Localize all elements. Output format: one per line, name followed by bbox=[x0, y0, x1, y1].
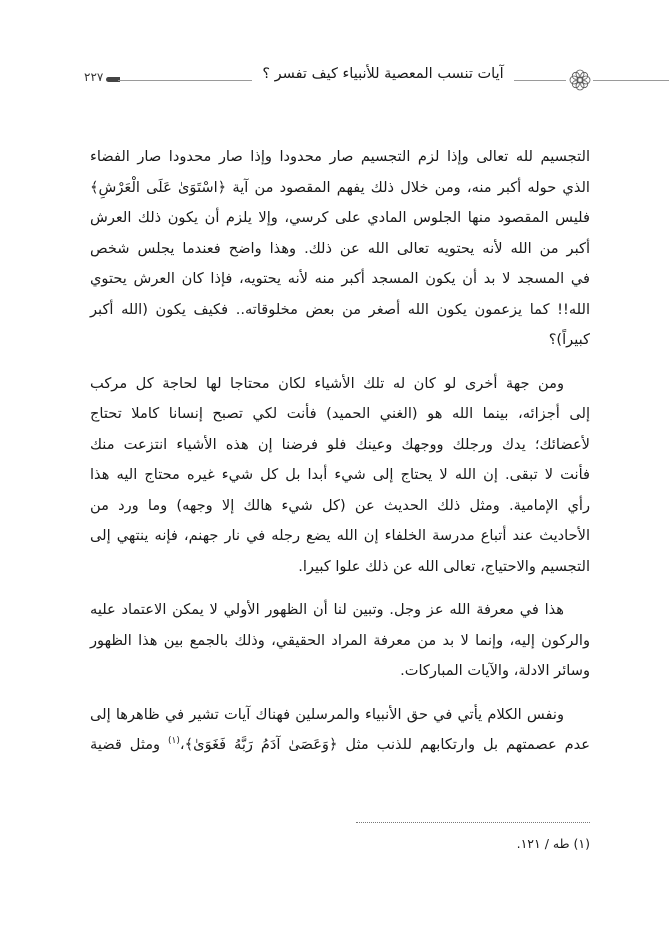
text-line: هذا في معرفة الله عز وجل. وتبين لنا أن الظهور الأولي لا يمكن الاعتماد عليه bbox=[90, 601, 564, 618]
text-line: الذي حوله أكبر منه، ومن خلال ذلك يفهم المقصود من آية ﴿اسْتَوَىٰ عَلَى الْعَرْشِ﴾ bbox=[90, 178, 590, 196]
text-segment: عدم عصمتهم بل وارتكابهم للذنب مثل ﴿وَعَصَىٰ آدَمُ رَبَّهُ فَغَوَىٰ﴾، bbox=[179, 736, 590, 753]
text-line: الأحاديث عند أتباع مدرسة الخلفاء إن الله يضع رجله في نار جهنم، فإنه ينتهي إلى bbox=[90, 527, 590, 544]
page-number: ٢٢٧ bbox=[84, 70, 104, 84]
paragraph bbox=[90, 142, 590, 356]
text-line: كبيراً)؟ bbox=[548, 331, 590, 348]
text-line: فأنت لا تبقى. إن الله لا يحتاج إلى شيء أبدا بل كل شيء غيره محتاج اليه هذا bbox=[90, 466, 590, 483]
text-line: الله!! كما يزعمون يكون الله أصغر من بعض مخلوقاته.. فكيف يكون (الله أكبر bbox=[90, 300, 590, 318]
text-line: رأي الإمامية. ومثل ذلك الحديث عن (كل شيء هالك إلا وجهه) وما ورد من bbox=[90, 496, 590, 514]
paragraph bbox=[90, 369, 590, 583]
header-rule-left bbox=[118, 80, 252, 81]
running-title: آيات تنسب المعصية للأنبياء كيف تفسر ؟ bbox=[262, 66, 504, 82]
text-line: وسائر الادلة، والآيات المباركات. bbox=[400, 662, 590, 679]
header-rule-middle bbox=[514, 80, 566, 81]
text-line: والركون إليه، وإنما لا بد من معرفة المراد الحقيقي، وذلك بالجمع بين هذا الظهور bbox=[90, 631, 590, 649]
text-line: التجسيم لله تعالى وإذا لزم التجسيم صار محدودا وإذا صار محدودا صار الفضاء bbox=[90, 148, 590, 165]
text-line: ونفس الكلام يأتي في حق الأنبياء والمرسلين فهناك آيات تشير في ظاهرها إلى bbox=[90, 705, 564, 723]
header-rule-right bbox=[593, 80, 669, 81]
text-line: فليس المقصود منها الجلوس المادي على كرسي، وإلا يلزم أن يكون ذلك العرش bbox=[90, 209, 590, 226]
text-line: التجسيم والاحتياج، تعالى الله عن ذلك علوا كبيرا. bbox=[298, 557, 590, 575]
text-line: ومن جهة أخرى لو كان له تلك الأشياء لكان محتاجا لها لحاجة كل مركب bbox=[90, 374, 564, 392]
paragraph bbox=[90, 595, 590, 687]
page-body bbox=[90, 142, 590, 774]
text-segment: ومثل قضية bbox=[90, 736, 169, 753]
footnote-divider bbox=[356, 822, 590, 823]
text-line: أكبر من الله لأنه يحتويه تعالى الله عن ذلك. وهذا واضح فعندما يجلس شخص bbox=[90, 239, 590, 257]
footnote: (١) طه / ١٢١. bbox=[516, 836, 590, 851]
text-line: لأعضائك؛ يدك ورجلك ووجهك وعينك فلو فرضنا إن هذه الأشياء انتزعت منك bbox=[90, 435, 590, 453]
text-line: إلى أجزائه، بينما الله هو (الغني الحميد) فأنت لكي تصبح إنسانا كاملا تحتاج bbox=[90, 405, 590, 422]
text-line bbox=[90, 730, 590, 761]
text-line: في المسجد لا بد أن يكون المسجد أكبر منه لأنه يحتويه، فإذا كان العرش يحتوي bbox=[90, 270, 590, 287]
paragraph bbox=[90, 700, 590, 761]
ornament-icon bbox=[568, 68, 592, 92]
footnote-reference[interactable]: (١) bbox=[168, 736, 180, 747]
